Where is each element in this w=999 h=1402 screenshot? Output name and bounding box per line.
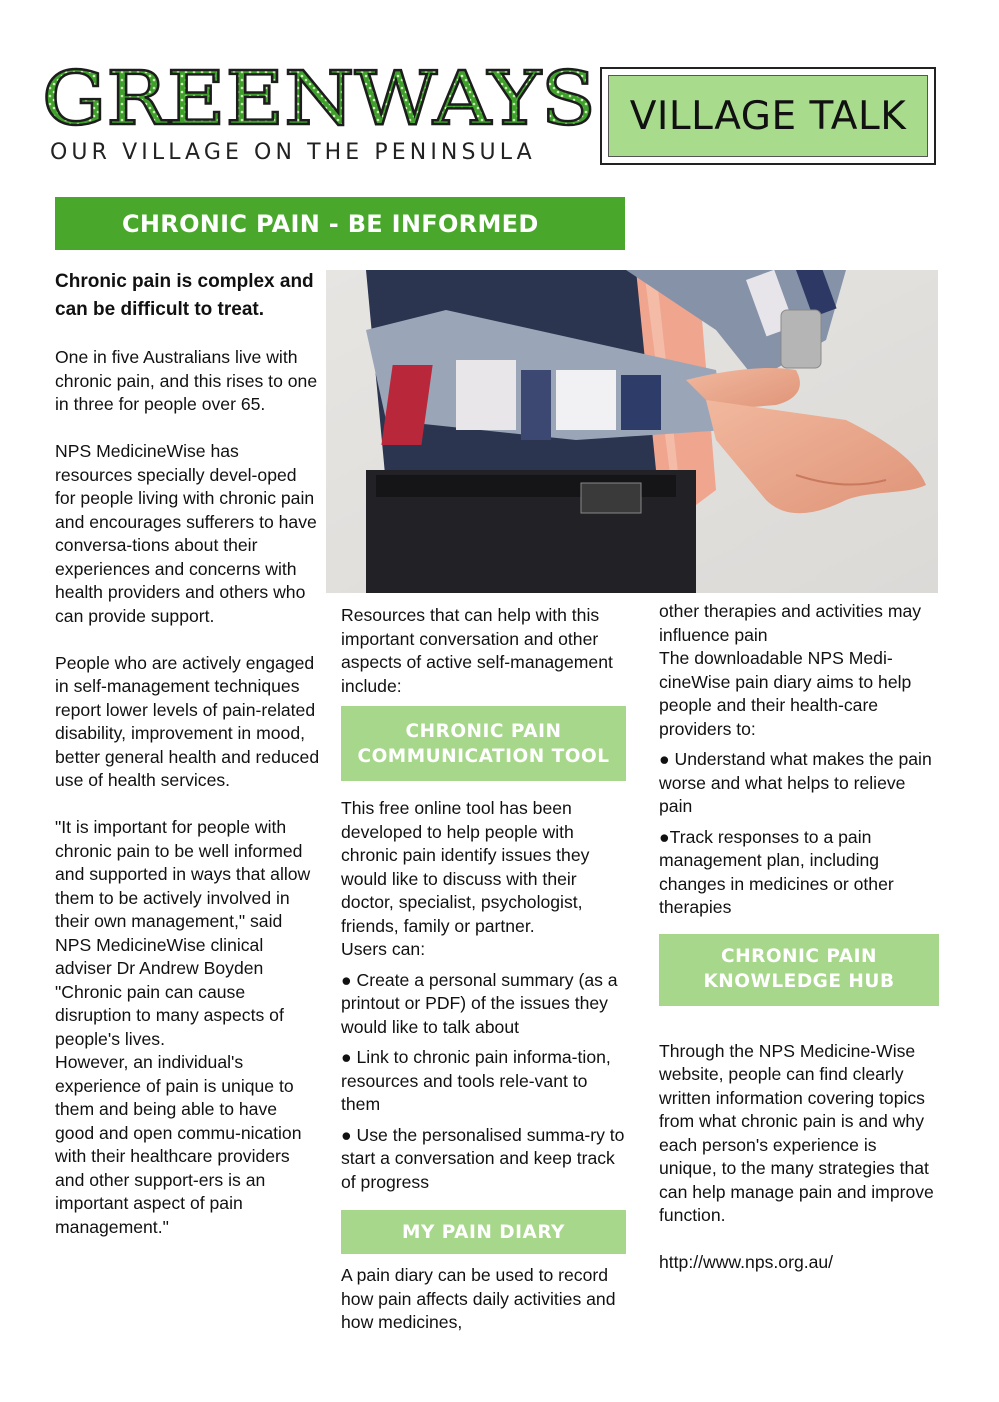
knowledge-hub-heading: CHRONIC PAIN KNOWLEDGE HUB xyxy=(659,934,939,1006)
article-title-banner xyxy=(55,197,625,250)
paragraph: However, an individual's experience of pain is unique to them and being able to have good and open commu-nication with their healthcare providers and other support-ers is an important aspect of pain management." xyxy=(55,1052,302,1237)
greenways-logo xyxy=(40,62,600,132)
paragraph: Users can: xyxy=(341,939,426,959)
list-item: ● Create a personal summary (as a printout or PDF) of the issues they would like to talk about xyxy=(341,969,618,1037)
paragraph: Resources that can help with this important conversation and other aspects of active self-management include: xyxy=(341,605,613,696)
masthead-subtitle: OUR VILLAGE ON THE PENINSULA xyxy=(50,140,536,165)
column-3 xyxy=(659,600,939,1275)
paragraph: Through the NPS Medicine-Wise website, people can find clearly written information covering topics from what chronic pain is and why each person's experience is unique, to the many strategies that can help manage pain and improve function. xyxy=(659,1040,934,1225)
lead-paragraph: Chronic pain is complex and can be difficult to treat. xyxy=(55,271,314,320)
logo-text: GREENWAYS xyxy=(42,62,596,132)
article-title: CHRONIC PAIN - BE INFORMED xyxy=(122,209,539,238)
paragraph: "Chronic pain can cause disruption to many aspects of people's lives. xyxy=(55,981,284,1049)
paragraph: One in five Australians live with chronic pain, and this rises to one in three for people over 65. xyxy=(55,347,318,414)
village-talk-badge xyxy=(600,67,936,165)
paragraph: People who are actively engaged in self-management techniques report lower levels of pain-related disability, improvement in mood, better general health and reduced use of health services. xyxy=(55,652,320,790)
article-photo xyxy=(326,270,938,593)
pain-diary-heading: MY PAIN DIARY xyxy=(341,1210,626,1254)
list-item: ● Use the personalised summa-ry to start a conversation and keep track of progress xyxy=(341,1124,625,1192)
paragraph: A pain diary can be used to record how pain affects daily activities and how medicines, xyxy=(341,1265,616,1332)
paragraph: This free online tool has been developed to help people with chronic pain identify issues they would like to discuss with their doctor, specialist, psychologist, friends, family or partner. xyxy=(341,798,590,936)
paragraph: "It is important for people with chronic pain to be well informed and supported in ways that allow them to be actively involved in their own management," said NPS MedicineWise clinical adviser Dr Andrew Boyden xyxy=(55,817,311,978)
list-item: ● Link to chronic pain informa-tion, resources and tools rele-vant to them xyxy=(341,1047,611,1114)
list-item: ●Track responses to a pain management plan, including changes in medicines or other therapies xyxy=(659,826,894,917)
paragraph: other therapies and activities may influence pain xyxy=(659,601,922,645)
paragraph: NPS MedicineWise has resources specially devel-oped for people living with chronic pain and encourages sufferers to have conversa-tions about their experiences and concerns with health providers and others who can provide support. xyxy=(55,441,317,626)
paragraph: The downloadable NPS Medi-cineWise pain diary aims to help people and their health-care providers to: xyxy=(659,648,912,739)
list-item: ● Understand what makes the pain worse and what helps to relieve pain xyxy=(659,749,932,816)
nps-website-link[interactable]: http://www.nps.org.au/ xyxy=(659,1252,834,1272)
village-talk-label: VILLAGE TALK xyxy=(629,93,907,139)
column-1 xyxy=(55,268,320,1239)
communication-tool-heading: CHRONIC PAIN COMMUNICATION TOOL xyxy=(341,706,626,781)
column-2 xyxy=(341,604,626,1335)
village-talk-inner xyxy=(608,75,928,157)
